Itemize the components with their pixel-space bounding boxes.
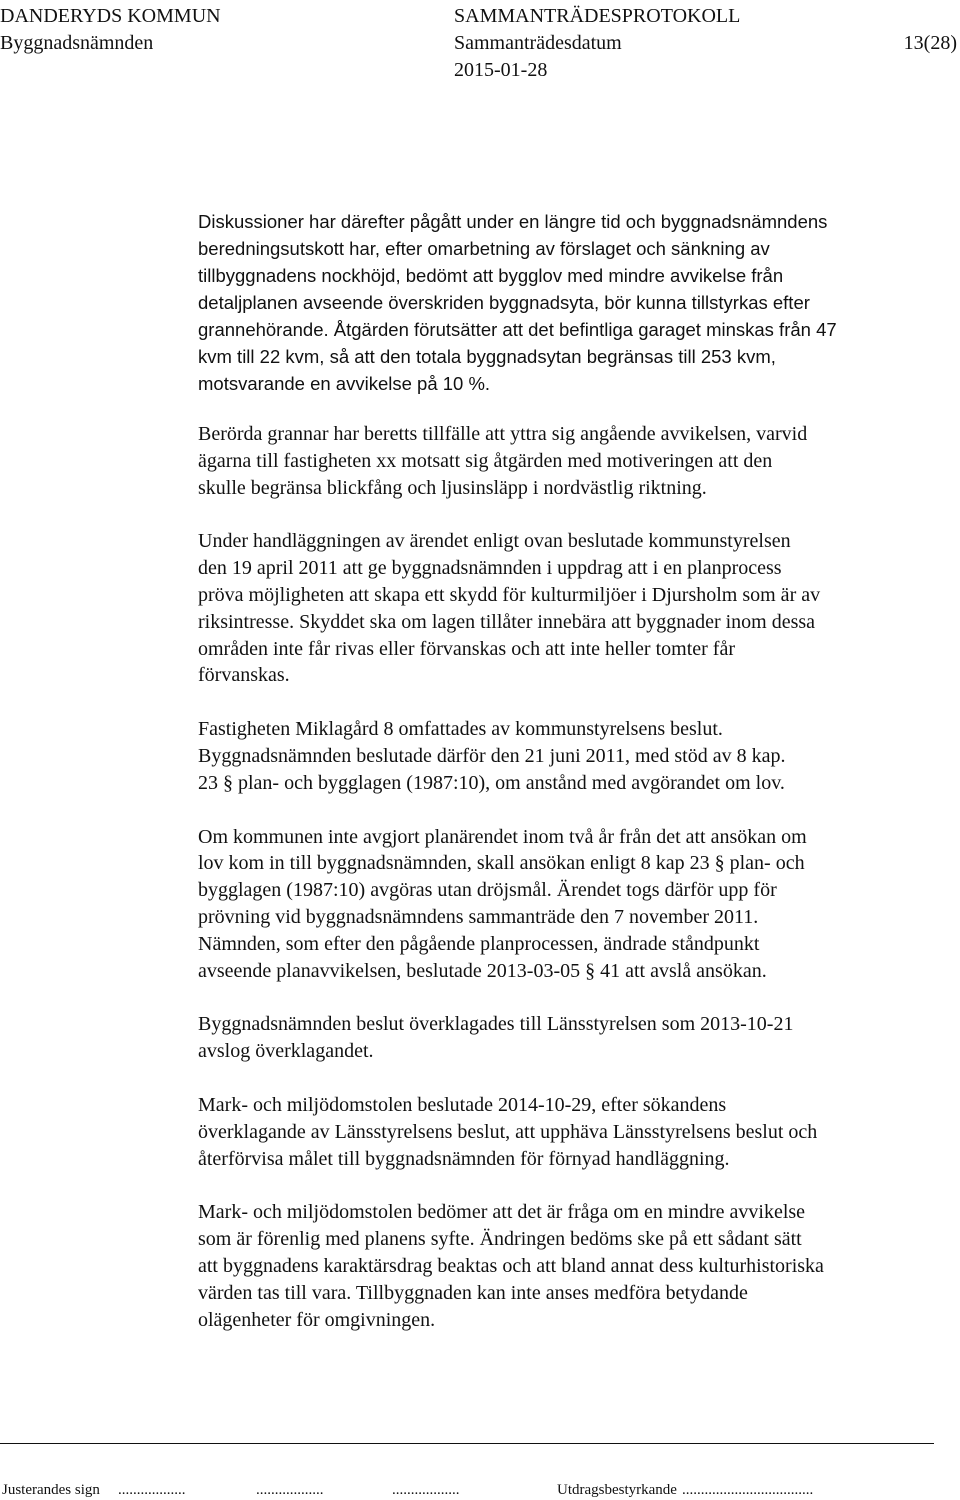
paragraph-municipal-board: Under handläggningen av ärendet enligt ovan beslutade kommunstyrelsen den 19 april 2011 att ge byggnadsnämnden i uppdrag att i en planprocess pröva möjligheten att skapa ett skydd för kulturmiljöer i Djursholm som är av riksintresse. Skyddet ska om lagen tillåter innebära att byggnader inom dessa områden inte får rivas eller förvanskas och att inte heller tomter får förvanskas. — [198, 530, 821, 687]
paragraph-appeal: Byggnadsnämnden beslut överklagades till Länsstyrelsen som 2013-10-21 avslog överklagandet. — [198, 1013, 794, 1063]
paragraph-neighbours: Berörda grannar har beretts tillfälle att yttra sig angående avvikelsen, varvid ägarna till fastigheten xx motsatt sig åtgärden med motiveringen att den skulle begränsa blickfång och ljusinsläpp i nordvästlig riktning. — [198, 423, 808, 499]
sign-blank-1: .................. — [118, 1482, 186, 1498]
sign-label: Justerandes sign — [2, 1482, 100, 1498]
intro-paragraph: Diskussioner har därefter pågått under en längre tid och byggnadsnämndens beredningsutskott har, efter omarbetning av förslaget och sänkning av tillbyggnadens nockhöjd, bedömt att bygglov med mindre avvikelse från detaljplanen avseende överskriden byggnadsyta, bör kunna tillstyrkas efter grannehörande. Åtgärden förutsätter att det befintliga garaget minskas från 47 kvm till 22 kvm, så att den totala byggnadsytan begränsas till 253 kvm, motsvarande en avvikelse på 10 %. — [198, 211, 837, 394]
paragraph-court-ruling: Mark- och miljödomstolen beslutade 2014-10-29, efter sökandens överklagande av Länsstyrelsens beslut, att upphäva Länsstyrelsens beslut och återförvisa målet till byggnadsnämnden för förnyad handläggning. — [198, 1093, 818, 1170]
page-footer — [0, 1481, 960, 1500]
page-number: 13(28) — [903, 32, 957, 54]
paragraph-decision: Om kommunen inte avgjort planärendet inom två år från det att ansökan om lov kom in till byggnadsnämnden, skall ansökan enligt 8 kap 23 § plan- och bygglagen (1987:10) avgöras utan dröjsmål. Ärendet togs därför upp för prövning vid byggnadsnämndens sammanträde den 7 november 2011. Nämnden, som efter den pågående planprocessen, ändrade ståndpunkt avseende planavvikelsen, beslutade 2013-03-05 § 41 att avslå ansökan. — [198, 825, 807, 982]
sign-blank-3: .................. — [392, 1482, 460, 1498]
municipality-name: DANDERYDS KOMMUN — [0, 5, 221, 27]
meeting-date: 2015-01-28 — [454, 59, 548, 81]
paragraph-court-assessment: Mark- och miljödomstolen bedömer att det är fråga om en mindre avvikelse som är förenlig med planens syfte. Ändringen bedöms ske på ett sådant sätt att byggnadens karaktärsdrag beaktas och att bland annat dess kulturhistoriska värden tas till vara. Tillbyggnaden kan inte anses medföra betydande olägenheter för omgivningen. — [198, 1201, 824, 1331]
date-label: Sammanträdesdatum — [454, 32, 622, 54]
committee-name: Byggnadsnämnden — [0, 32, 154, 54]
extract-blank: ................................... — [682, 1482, 814, 1498]
paragraph-deferral: Fastigheten Miklagård 8 omfattades av kommunstyrelsens beslut. Byggnadsnämnden beslutade därför den 21 juni 2011, med stöd av 8 kap. 23 § plan- och bygglagen (1987:10), om anstånd med avgörandet om lov. — [198, 718, 786, 794]
document-type: SAMMANTRÄDESPROTOKOLL — [454, 5, 741, 27]
sign-blank-2: .................. — [256, 1482, 324, 1498]
paragraph-list — [198, 421, 938, 1360]
footer-divider — [0, 1443, 934, 1444]
extract-label: Utdragsbestyrkande — [557, 1482, 677, 1498]
